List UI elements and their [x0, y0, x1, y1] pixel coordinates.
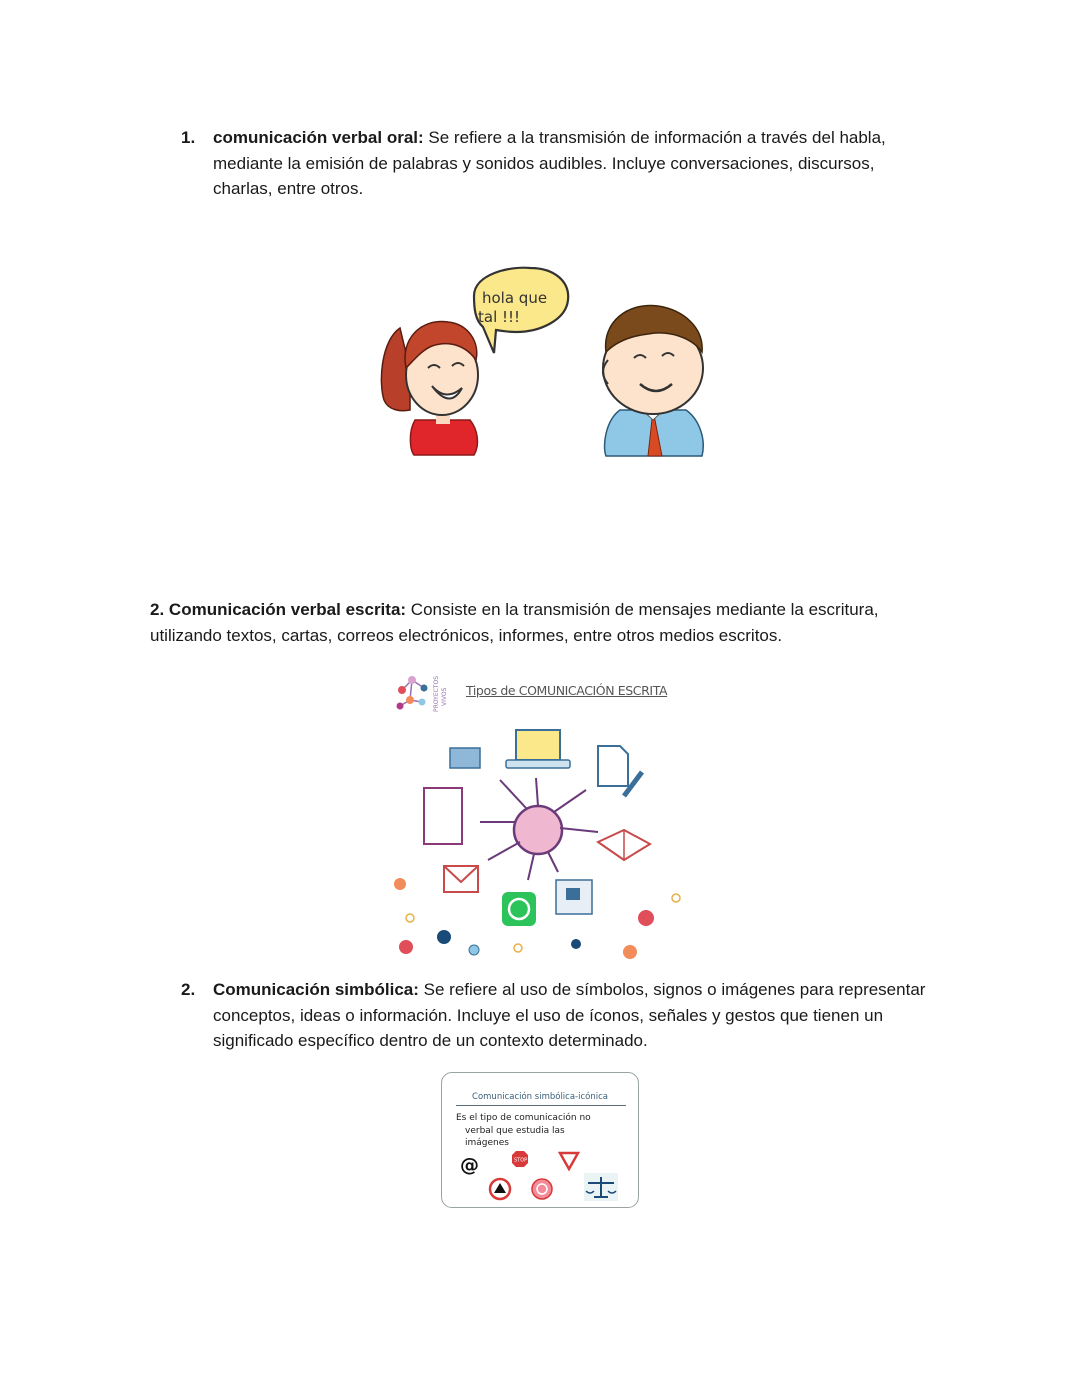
- section-description: Se refiere al uso de símbolos, signos o imágenes para representar conceptos, ideas o información. Incluye el uso de íconos, señales y gestos que tienen un significado específico dentro de un contexto determinado.: [213, 980, 926, 1050]
- proyectos-vivos-logo: [397, 676, 449, 712]
- section-text: [213, 977, 941, 1054]
- list-number: 2.: [181, 980, 196, 999]
- written-diagram-title: Tipos de COMUNICACIÓN ESCRITA: [466, 683, 668, 698]
- woman-figure: [381, 321, 478, 455]
- card-icon: [450, 748, 480, 768]
- man-figure: [603, 305, 703, 456]
- logo-text-1: PROYECTOS: [433, 675, 440, 712]
- scales-icon: [584, 1173, 618, 1201]
- section-term: comunicación verbal oral:: [213, 128, 424, 147]
- card-line-1: Es el tipo de comunicación no: [456, 1113, 591, 1123]
- section-simbolica: [181, 977, 941, 1054]
- laptop-icon: [506, 730, 570, 768]
- list-number: 1.: [181, 128, 196, 147]
- bubble-line-1: hola que: [482, 289, 548, 307]
- section-term: [150, 600, 406, 619]
- section-term: Comunicación simbólica:: [213, 980, 419, 999]
- recycle-icon: [490, 1179, 510, 1199]
- symbolic-communication-card: [441, 1072, 639, 1208]
- book-icon: [598, 830, 650, 860]
- speech-bubble: [474, 268, 568, 353]
- list-number: 2.: [150, 600, 165, 619]
- bubble-line-2: tal !!!: [478, 308, 521, 326]
- card-title: Comunicación simbólica-icónica: [472, 1092, 608, 1102]
- decorative-dots: [394, 878, 680, 959]
- stop-sign-icon: [512, 1151, 528, 1167]
- svg-text:@: @: [460, 1154, 479, 1176]
- card-line-3: imágenes: [465, 1138, 509, 1148]
- section-verbal-oral: [181, 125, 921, 202]
- conversation-illustration: [370, 260, 720, 465]
- section-term-text: Comunicación verbal escrita:: [168, 600, 407, 619]
- section-text: [213, 125, 921, 202]
- written-communication-diagram: [388, 662, 698, 962]
- yield-sign-icon: [560, 1153, 578, 1169]
- logo-text-2: VIVOS: [441, 687, 448, 706]
- at-icon: [460, 1154, 479, 1176]
- whatsapp-icon: [502, 892, 536, 926]
- svg-text:STOP: STOP: [514, 1157, 528, 1164]
- section-verbal-escrita: [150, 597, 930, 648]
- document-icon: [598, 746, 642, 796]
- center-hub: [514, 806, 562, 854]
- envelope-icon: [444, 866, 478, 892]
- card-line-2: verbal que estudia las: [465, 1125, 565, 1136]
- notepad-icon: [424, 788, 462, 844]
- section-description: Se refiere a la transmisión de información a través del habla, mediante la emisión de palabras y sonidos audibles. Incluye conversaciones, discursos, charlas, entre otros.: [213, 128, 886, 198]
- section-description: Consiste en la transmisión de mensajes mediante la escritura, utilizando textos, cartas, correos electrónicos, informes, entre otros medios escritos.: [150, 600, 879, 645]
- accessibility-icon: [532, 1179, 552, 1199]
- social-post-icon: [556, 880, 592, 914]
